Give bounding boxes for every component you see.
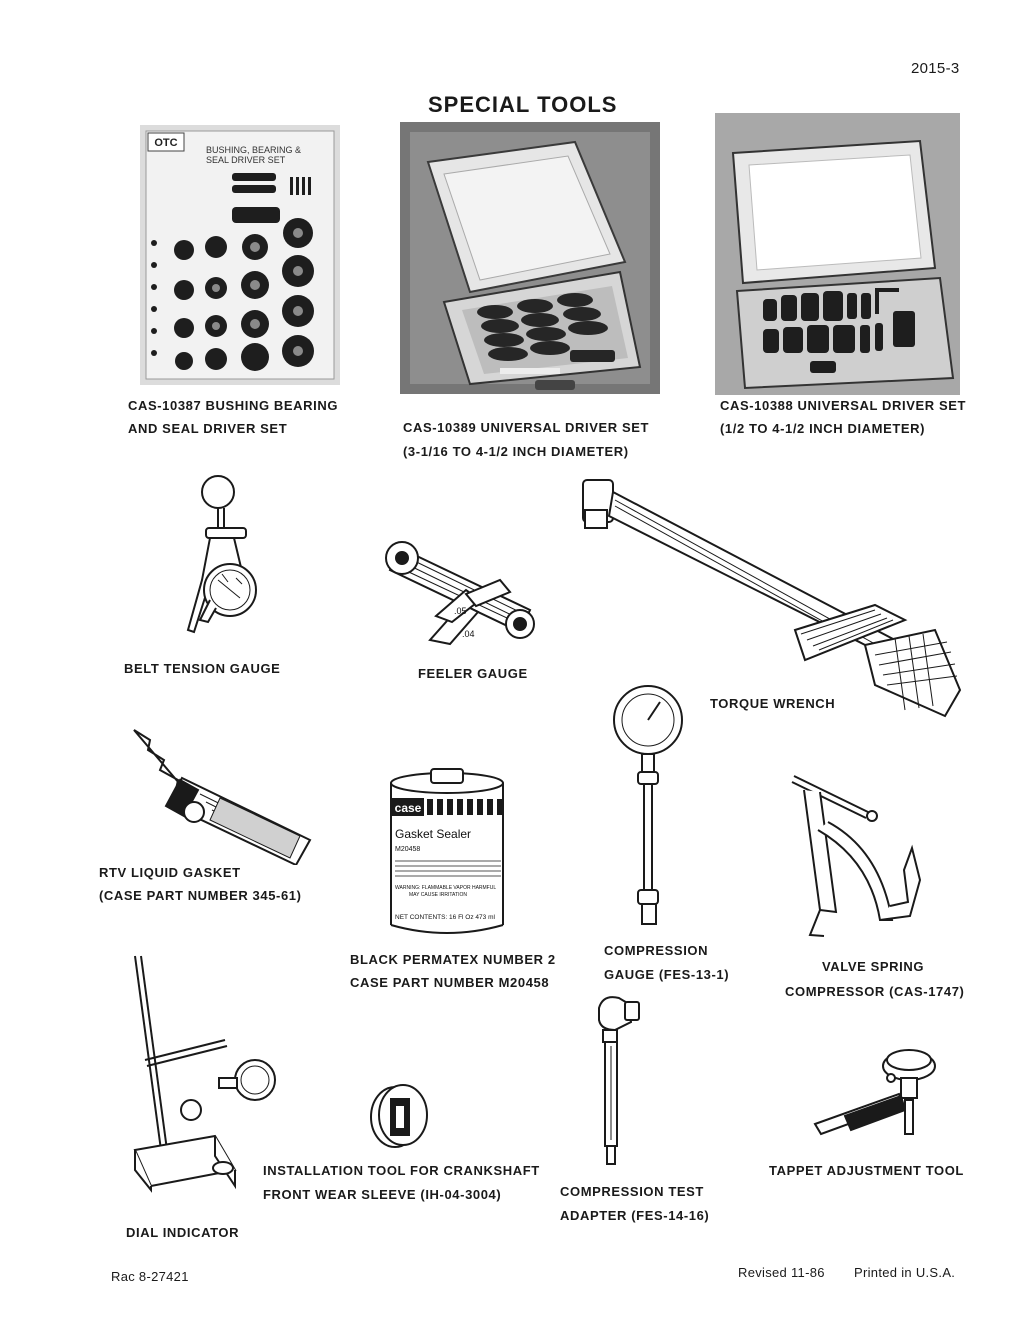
installation-tool-illustration [365,1075,435,1155]
bushing-driver-set-photo [140,125,340,385]
installation-tool-label-line1: INSTALLATION TOOL FOR CRANKSHAFT [263,1163,540,1178]
compression-adapter-label-line1: COMPRESSION TEST [560,1184,704,1199]
cas-10388-label-line1: CAS-10388 UNIVERSAL DRIVER SET [720,398,967,413]
feeler-blade-04: .04 [462,629,475,639]
page-title: SPECIAL TOOLS [428,92,618,117]
cas-10388-label-line2: (1/2 TO 4-1/2 INCH DIAMETER) [720,421,926,436]
otc-logo: OTC [154,137,178,149]
compression-adapter-illustration [585,990,645,1170]
torque-wrench-label: TORQUE WRENCH [710,696,836,711]
board-label-2: SEAL DRIVER SET [206,155,286,165]
can-warning: WARNING: FLAMMABLE VAPOR HARMFUL [395,885,497,891]
universal-driver-set-10389-photo [400,122,660,394]
dial-indicator-label: DIAL INDICATOR [126,1225,240,1240]
dial-indicator-illustration [115,950,280,1200]
valve-spring-label-line1: VALVE SPRING [822,959,925,974]
compression-adapter-label-line2: ADAPTER (FES-14-16) [560,1208,710,1223]
valve-spring-compressor-illustration [780,770,940,940]
feeler-blade-05: .05 [454,606,467,616]
permatex-label-line2: CASE PART NUMBER M20458 [350,975,550,990]
can-warning-2: MAY CAUSE IRRITATION [409,892,467,898]
feeler-gauge-illustration [380,520,560,660]
page-number: 2015-3 [911,60,960,77]
footer-revised: Revised 11-86 [738,1265,825,1280]
footer-printed: Printed in U.S.A. [854,1265,956,1280]
feeler-gauge-label: FEELER GAUGE [418,666,528,681]
can-product-name: Gasket Sealer [395,827,472,841]
compression-gauge-label-line1: COMPRESSION [604,943,709,958]
universal-driver-set-10388-photo [715,113,960,395]
belt-tension-gauge-label: BELT TENSION GAUGE [124,661,281,676]
permatex-label-line1: BLACK PERMATEX NUMBER 2 [350,952,556,967]
cas-10387-label-line2: AND SEAL DRIVER SET [128,421,288,436]
cas-10387-label-line1: CAS-10387 BUSHING BEARING [128,398,339,413]
installation-tool-label-line2: FRONT WEAR SLEEVE (IH-04-3004) [263,1187,502,1202]
tappet-tool-label: TAPPET ADJUSTMENT TOOL [769,1163,964,1178]
footer-reference: Rac 8-27421 [111,1269,189,1284]
board-label-1: BUSHING, BEARING & [206,145,302,155]
can-part-number: M20458 [395,846,421,853]
rtv-tube-illustration [120,720,320,865]
belt-tension-gauge-illustration [180,470,280,655]
cas-10389-label-line2: (3-1/16 TO 4-1/2 INCH DIAMETER) [403,444,629,459]
rtv-label-line2: (CASE PART NUMBER 345-61) [99,888,302,903]
tappet-adjustment-tool-illustration [805,1040,950,1140]
case-brand-label: case [394,801,422,815]
gasket-sealer-can-illustration [385,765,510,940]
rtv-label-line1: RTV LIQUID GASKET [99,865,241,880]
cas-10389-label-line1: CAS-10389 UNIVERSAL DRIVER SET [403,420,650,435]
valve-spring-label-line2: COMPRESSOR (CAS-1747) [785,984,965,999]
can-net-contents: NET CONTENTS: 16 Fl Oz 473 ml [395,914,495,921]
compression-gauge-illustration [600,680,700,930]
compression-gauge-label-line2: GAUGE (FES-13-1) [604,967,730,982]
